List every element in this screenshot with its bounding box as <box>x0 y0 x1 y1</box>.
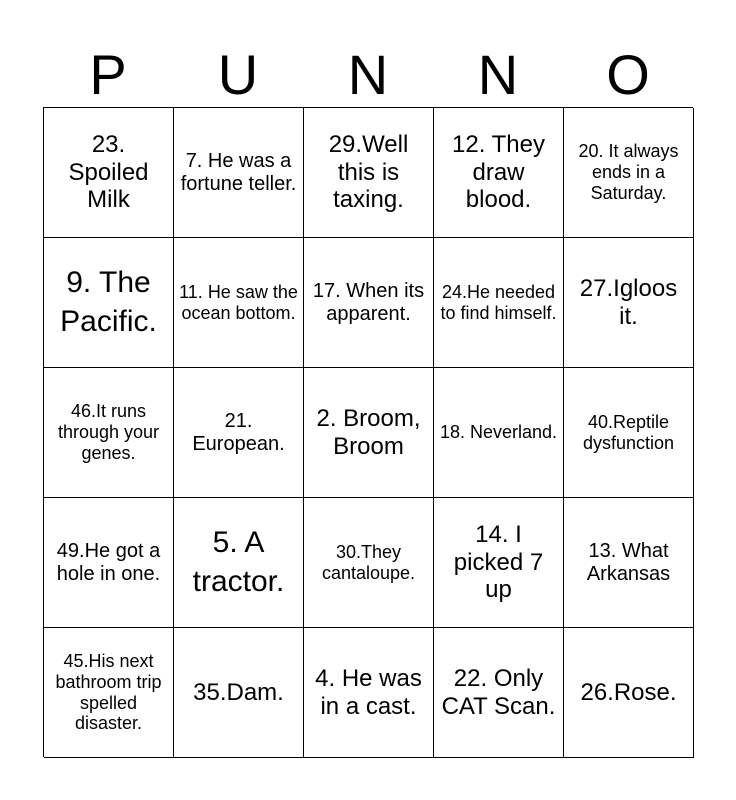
bingo-cell <box>44 498 174 628</box>
bingo-cell <box>304 238 434 368</box>
bingo-cell <box>564 498 694 628</box>
cell-text: 49.He got a hole in one. <box>56 539 161 585</box>
cell-text: 22. Only CAT Scan. <box>441 664 556 720</box>
bingo-board <box>43 107 693 757</box>
bingo-cell <box>434 628 564 758</box>
bingo-cell <box>44 368 174 498</box>
cell-text: 5. A tractor. <box>192 526 285 598</box>
cell-text: 18. Neverland. <box>439 422 558 443</box>
cell-text: 35.Dam. <box>193 678 284 706</box>
header-letter: O <box>606 43 650 106</box>
bingo-header <box>43 42 693 108</box>
header-letter: N <box>347 43 389 106</box>
bingo-cell <box>564 108 694 238</box>
cell-text: 40.Reptile dysfunction <box>582 411 675 453</box>
bingo-cell <box>174 368 304 498</box>
header-letter: U <box>217 43 259 106</box>
cell-text: 2. Broom, Broom <box>316 404 421 460</box>
bingo-cell <box>304 628 434 758</box>
cell-text: 14. I picked 7 up <box>453 521 544 604</box>
bingo-cell <box>44 108 174 238</box>
cell-text: 23. Spoiled Milk <box>68 131 149 214</box>
bingo-cell <box>304 108 434 238</box>
cell-text: 13. What Arkansas <box>586 539 671 585</box>
cell-text: 21. European. <box>192 409 285 455</box>
bingo-cell <box>434 108 564 238</box>
bingo-cell <box>304 498 434 628</box>
cell-text: 27.Igloos it. <box>579 274 678 330</box>
cell-text: 24.He needed to find himself. <box>440 281 557 323</box>
bingo-cell <box>174 628 304 758</box>
bingo-cell <box>174 238 304 368</box>
bingo-cell <box>44 238 174 368</box>
bingo-cell <box>434 498 564 628</box>
cell-text: 30.They cantaloupe. <box>321 541 416 583</box>
cell-text: 7. He was a fortune teller. <box>180 149 297 195</box>
bingo-cell <box>304 368 434 498</box>
cell-text: 11. He saw the ocean bottom. <box>179 281 298 323</box>
bingo-cell <box>434 368 564 498</box>
bingo-cell <box>564 238 694 368</box>
header-letter: N <box>477 43 519 106</box>
header-letter: P <box>89 43 127 106</box>
bingo-cell <box>564 368 694 498</box>
cell-text: 46.It runs through your genes. <box>57 401 160 463</box>
bingo-cell <box>434 238 564 368</box>
cell-text: 4. He was in a cast. <box>315 664 422 720</box>
bingo-cell <box>174 498 304 628</box>
cell-text: 26.Rose. <box>580 678 677 706</box>
cell-text: 9. The Pacific. <box>60 266 157 338</box>
cell-text: 45.His next bathroom trip spelled disaster. <box>55 651 162 734</box>
bingo-cell <box>564 628 694 758</box>
cell-text: 29.Well this is taxing. <box>328 131 409 214</box>
cell-text: 12. They draw blood. <box>452 131 545 214</box>
cell-text: 17. When its apparent. <box>312 279 425 325</box>
cell-text: 20. It always ends in a Saturday. <box>578 141 679 203</box>
bingo-cell <box>174 108 304 238</box>
bingo-cell <box>44 628 174 758</box>
